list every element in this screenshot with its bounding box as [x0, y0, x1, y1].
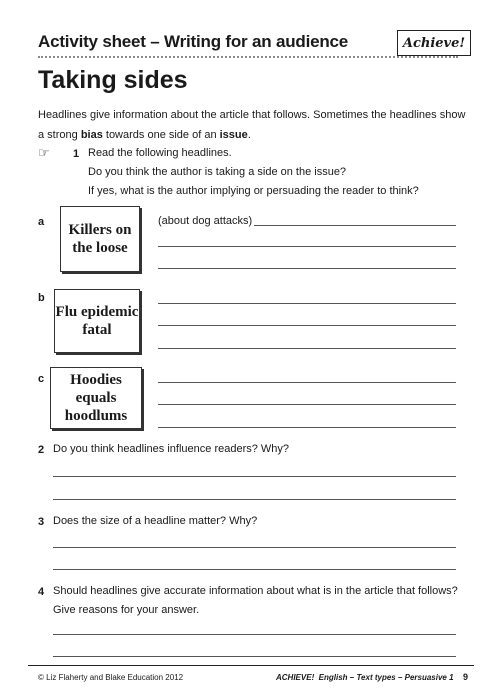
- intro-bold-bias: bias: [80, 129, 103, 141]
- intro-text-3: .: [247, 129, 251, 141]
- headline-c-letter: c: [38, 373, 45, 385]
- answer-line[interactable]: [53, 499, 456, 500]
- question-4-line: Give reasons for your answer.: [53, 604, 200, 616]
- answer-line[interactable]: [158, 246, 456, 247]
- answer-line[interactable]: [158, 348, 456, 349]
- question-3-text: Does the size of a headline matter? Why?: [53, 515, 258, 527]
- headline-a-letter: a: [38, 216, 45, 228]
- achieve-logo: Achieve!: [397, 30, 471, 56]
- intro-text-1: Headlines give information about the article that follows. Sometimes the headlines show a strong: [38, 109, 466, 141]
- headline-c-box: Hoodies equals hoodlums: [50, 367, 142, 429]
- answer-line[interactable]: [53, 634, 456, 635]
- answer-line[interactable]: [158, 268, 456, 269]
- footer-series: ACHIEVE! English – Text types – Persuasive 1: [276, 673, 454, 682]
- footer-rule: [28, 665, 474, 666]
- intro-bold-issue: issue: [219, 129, 248, 141]
- answer-line[interactable]: [158, 404, 456, 405]
- question-2-number: 2: [38, 444, 45, 456]
- answer-line[interactable]: [53, 569, 456, 570]
- answer-line[interactable]: [158, 303, 456, 304]
- footer-copyright: © Liz Flaherty and Blake Education 2012: [38, 673, 184, 682]
- answer-line[interactable]: [158, 427, 456, 428]
- question-2-text: Do you think headlines influence readers? Why?: [53, 443, 290, 455]
- answer-line[interactable]: [158, 382, 456, 383]
- intro-paragraph: [38, 105, 468, 145]
- header-dotted-divider: [38, 56, 458, 58]
- question-1-line: Read the following headlines.: [88, 147, 232, 159]
- page-number: 9: [463, 672, 469, 682]
- question-1-line: Do you think the author is taking a side on the issue?: [88, 166, 347, 178]
- answer-line[interactable]: [158, 325, 456, 326]
- question-4-line: Should headlines give accurate information about what is in the article that follows?: [53, 585, 458, 597]
- page-title: Taking sides: [38, 66, 188, 94]
- pointing-hand-icon: ☞: [38, 145, 50, 160]
- answer-line[interactable]: [53, 547, 456, 548]
- answer-line[interactable]: [53, 476, 456, 477]
- headline-a-box: Killers on the loose: [60, 206, 140, 272]
- question-1-line: If yes, what is the author implying or persuading the reader to think?: [88, 185, 419, 197]
- answer-line[interactable]: [254, 225, 456, 226]
- headline-b-letter: b: [38, 292, 45, 304]
- question-4-number: 4: [38, 586, 45, 598]
- question-4-text: [53, 582, 468, 620]
- question-1-text: [88, 144, 468, 201]
- answer-line[interactable]: [53, 656, 456, 657]
- question-3-number: 3: [38, 516, 45, 528]
- headline-a-note: (about dog attacks): [158, 215, 253, 227]
- question-1-number: 1: [73, 148, 80, 160]
- headline-b-box: Flu epidemic fatal: [54, 289, 140, 353]
- intro-text-2: towards one side of an: [102, 129, 220, 141]
- sheet-header-title: Activity sheet – Writing for an audience: [38, 32, 349, 51]
